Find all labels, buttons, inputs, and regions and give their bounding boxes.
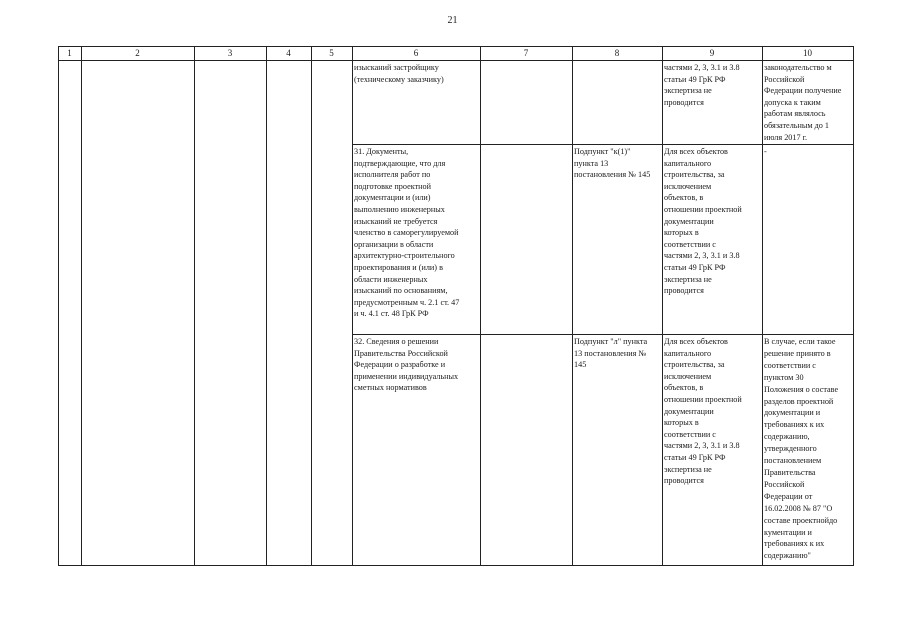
- column-header: 7: [523, 48, 529, 58]
- page-number: 21: [447, 15, 458, 26]
- row-32-document: 32. Сведения о решении Правительства Российской Федерации о разработке и применении индивидуальных сметных нормативов: [354, 337, 459, 393]
- header-bottom-border: [58, 60, 854, 61]
- col-line: [311, 46, 312, 566]
- col-line: [572, 46, 573, 566]
- row-separator: [352, 334, 854, 335]
- column-header: 9: [709, 48, 715, 58]
- col-line: [58, 46, 59, 566]
- document-table: [58, 46, 854, 566]
- continuation-col6: изысканий застройщику (техническому заказчику): [354, 63, 444, 84]
- column-header: 6: [413, 48, 419, 58]
- row-31-document: 31. Документы, подтверждающие, что для исполнителя работ по подготовке проектной документации и (или) выполнению инженерных изысканий не требуется членство в саморегулируемой организации в области архитектурно-строительного проектирования и (или) в области инженерных изысканий по основаниям, предусмотренным ч. 2.1 ст. 47 и ч. 4.1 ст. 48 ГрК РФ: [354, 147, 460, 319]
- col-line: [194, 46, 195, 566]
- column-header: 4: [286, 48, 291, 58]
- row-32-basis: Подпункт "л" пункта 13 постановления № 145: [574, 337, 648, 370]
- row-32-note: В случае, если такое решение принято в соответствии с пунктом 30 Положения о составе разделов проектной документации и требованиях к их содержанию, утвержденного постановлением Правительства Российской Федерации от 16.02.2008 № 87 "О составе проектнойдо кументации и требованиях к их содержанию": [764, 337, 839, 561]
- continuation-col9: частями 2, 3, 3.1 и 3.8 статьи 49 ГрК РФ экспертиза не проводится: [664, 63, 740, 107]
- column-header: 8: [614, 48, 620, 58]
- row-31-applicability: Для всех объектов капитального строительства, за исключением объектов, в отношении проектной документации которых в соответствии с частями 2, 3, 3.1 и 3.8 статьи 49 ГрК РФ экспертиза не проводится: [664, 147, 742, 296]
- col-line: [266, 46, 267, 566]
- col-line: [480, 46, 481, 566]
- continuation-col10: законодательство м Российской Федерации получение допуска к таким работам являлось обязательным до 1 июля 2017 г.: [764, 63, 842, 142]
- col-line: [853, 46, 854, 566]
- row-32-applicability: Для всех объектов капитального строительства, за исключением объектов, в отношении проектной документации которых в соответствии с частями 2, 3, 3.1 и 3.8 статьи 49 ГрК РФ экспертиза не проводится: [664, 337, 742, 486]
- column-header: 3: [227, 48, 233, 58]
- column-header: 10: [803, 48, 812, 58]
- column-header: 2: [135, 48, 140, 58]
- col-line: [81, 46, 82, 566]
- row-separator: [352, 144, 854, 145]
- table-bottom-border: [58, 565, 854, 566]
- column-header: 1: [67, 48, 72, 58]
- column-header: 5: [329, 48, 334, 58]
- row-31-basis: Подпункт "к(1)" пункта 13 постановления № 145: [574, 147, 651, 180]
- row-31-note: -: [764, 147, 767, 156]
